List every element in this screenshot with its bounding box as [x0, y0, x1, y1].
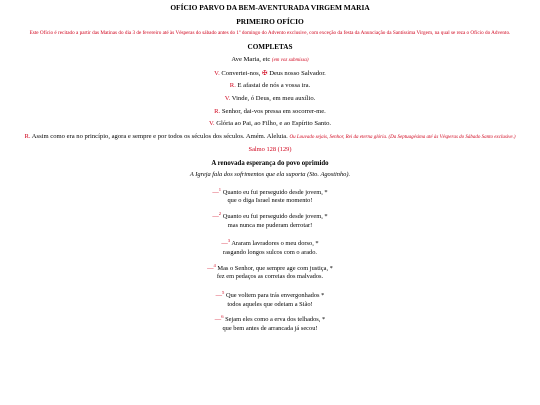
verse-line: mas nunca me puderam derrotar! — [227, 221, 313, 229]
response-3-note: Ou Louvado sejais, Senhor, Rei da eterna glória. (Da Septuagésima até às Vésperas do Sábado Santo exclusive.) — [289, 134, 516, 140]
ave-maria-note: (em voz submissa) — [271, 58, 309, 64]
psalm-stanza — [0, 186, 540, 206]
verse-line: —$^2$ Quanto eu fui perseguido desde jovem, * — [212, 211, 328, 221]
versicle-mark: V. — [208, 120, 215, 128]
verse-line: —$^5$ Que voltem para trás envergonhados * — [215, 290, 325, 300]
psalm-stanza — [0, 237, 540, 257]
versicle-1-text-a: Convertei-nos, — [221, 69, 263, 77]
versicle-mark: V. — [224, 94, 231, 102]
response-3-text: Assim como era no princípio, agora e sempre e por todos os séculos dos séculos. Amém. Aleluia. — [31, 132, 288, 140]
response-mark: R. — [24, 132, 31, 140]
verse-line: que bem antes de arrancada já secou! — [222, 325, 318, 333]
versicle-mark: V. — [214, 69, 220, 77]
psalm-stanza — [0, 262, 540, 282]
psalm-note: A Igreja fala dos sofrimentos que ela suporta (Sto. Agostinho). — [189, 170, 351, 178]
response-1-text: E afastai de nós a vossa ira. — [237, 82, 311, 90]
response-mark: R. — [214, 107, 221, 115]
versicle-2-text: Vinde, ó Deus, em meu auxílio. — [231, 94, 316, 102]
cross-icon: ✠ — [262, 69, 268, 77]
psalm-stanza — [0, 313, 540, 333]
verse-line: rasgando longos sulcos com o arado. — [222, 249, 318, 257]
versicle-3 — [0, 119, 540, 129]
hour-heading: COMPLETAS — [247, 43, 293, 52]
office-subtitle: PRIMEIRO OFÍCIO — [236, 17, 304, 26]
verse-line: que o diga Israel neste momento! — [227, 197, 313, 205]
versicle-2 — [0, 94, 540, 104]
psalm-stanza — [0, 210, 540, 230]
psalm-heading: Salmo 128 (129) — [248, 145, 292, 153]
response-1 — [0, 81, 540, 91]
versicle-3-text: Glória ao Pai, ao Filho, e ao Espírito Santo. — [216, 120, 332, 128]
verse-line: —$^3$ Araram lavradores o meu dorso, * — [221, 238, 319, 248]
psalm-title: A renovada esperança do povo oprimido — [211, 159, 329, 167]
ave-maria-text: Ave Maria, etc — [231, 56, 271, 64]
ave-maria-line — [0, 55, 540, 66]
versicle-1 — [0, 69, 540, 79]
verse-line: fez em pedaços as correias dos malvados. — [216, 273, 324, 281]
office-rubric: Este Ofício é recitado a partir das Matinas do dia 3 de fevereiro até às Vésperas do sábado antes do 1º domingo do Advento exclusive, com exceção da festa da Anunciação da Santíssima Virgem, na qual se reza o Ofício do Advento. — [29, 30, 511, 36]
response-3 — [6, 132, 534, 142]
verse-line: todos aqueles que odeiam a Sião! — [227, 300, 313, 308]
verse-line: —$^4$ Mas o Senhor, que sempre age com justiça, * — [207, 262, 333, 272]
office-title: OFÍCIO PARVO DA BEM-AVENTURADA VIRGEM MARIA — [170, 3, 370, 12]
response-2-text: Senhor, dai-vos pressa em socorrer-me. — [221, 107, 326, 115]
versicle-1-text-b: Deus nosso Salvador. — [267, 69, 326, 77]
response-mark: R. — [229, 82, 236, 90]
verse-line: —$^6$ Sejam eles como a erva dos telhados, * — [214, 314, 326, 324]
verse-line: —$^1$ Quanto eu fui perseguido desde jovem, * — [212, 186, 328, 196]
psalm-stanza — [0, 289, 540, 309]
response-2 — [0, 107, 540, 117]
